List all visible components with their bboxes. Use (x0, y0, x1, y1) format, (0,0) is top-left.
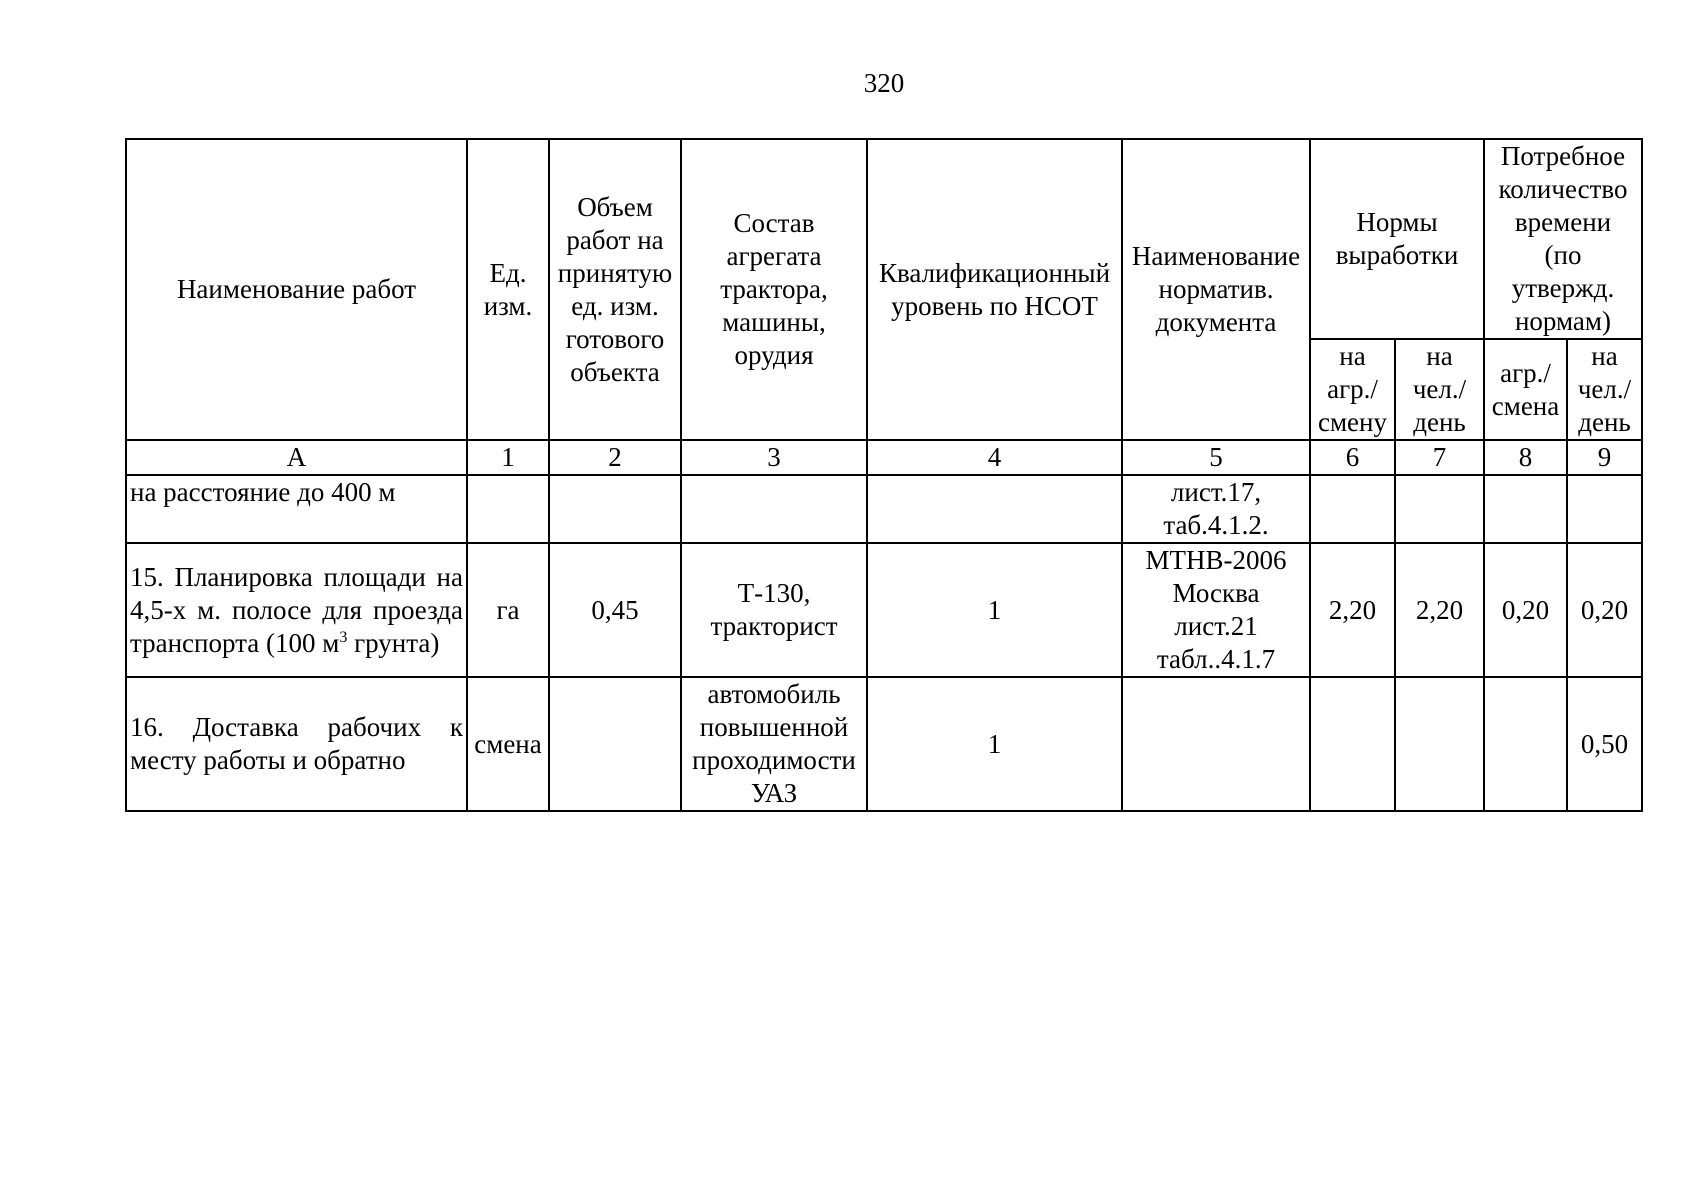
header-unit: Ед. изм. (467, 139, 549, 440)
column-index-cell: 3 (681, 440, 867, 475)
column-index-cell: 4 (867, 440, 1122, 475)
time-person-cell: 0,50 (1567, 677, 1642, 811)
norm-person-cell (1395, 677, 1484, 811)
unit-cell: га (467, 543, 549, 677)
volume-cell (549, 677, 681, 811)
composition-cell: Т-130, тракторист (681, 543, 867, 677)
column-index-row (126, 440, 1642, 475)
work-name-cell: на расстояние до 400 м (126, 475, 467, 543)
header-norm-per-person: на чел./ день (1395, 339, 1484, 440)
column-index-cell: 2 (549, 440, 681, 475)
time-aggr-cell (1484, 475, 1567, 543)
qualification-cell (867, 475, 1122, 543)
column-index-cell: А (126, 440, 467, 475)
time-person-cell: 0,20 (1567, 543, 1642, 677)
table-row (126, 677, 1642, 811)
header-volume: Объем работ на принятую ед. изм. готового объекта (549, 139, 681, 440)
doc-cell: лист.17, таб.4.1.2. (1122, 475, 1310, 543)
column-index-cell: 7 (1395, 440, 1484, 475)
unit-cell (467, 475, 549, 543)
work-norms-table (125, 138, 1643, 812)
doc-cell (1122, 677, 1310, 811)
column-index-cell: 6 (1310, 440, 1395, 475)
header-time-person: на чел./ день (1567, 339, 1642, 440)
volume-cell (549, 475, 681, 543)
time-person-cell (1567, 475, 1642, 543)
norm-person-cell (1395, 475, 1484, 543)
norm-aggr-cell: 2,20 (1310, 543, 1395, 677)
table-row (126, 475, 1642, 543)
header-work-name: Наименование работ (126, 139, 467, 440)
table-row (126, 543, 1642, 677)
header-composition: Состав агрегата трактора, машины, орудия (681, 139, 867, 440)
norm-aggr-cell (1310, 677, 1395, 811)
norm-aggr-cell (1310, 475, 1395, 543)
column-index-cell: 1 (467, 440, 549, 475)
header-output-norms: Нормы выработки (1310, 139, 1484, 339)
column-index-cell: 8 (1484, 440, 1567, 475)
doc-cell: МТНВ-2006 Москва лист.21 табл..4.1.7 (1122, 543, 1310, 677)
norm-person-cell: 2,20 (1395, 543, 1484, 677)
header-time-aggr: агр./ смена (1484, 339, 1567, 440)
qualification-cell: 1 (867, 677, 1122, 811)
header-time-required: Потребное количество времени (по утвержд. нормам) (1484, 139, 1642, 339)
work-name-cell: 15. Планировка площади на 4,5-х м. полосе для проезда транспорта (100 $м^3$ грунта) (126, 543, 467, 677)
composition-cell: автомобиль повышенной проходимости УАЗ (681, 677, 867, 811)
qualification-cell: 1 (867, 543, 1122, 677)
column-index-cell: 9 (1567, 440, 1642, 475)
time-aggr-cell: 0,20 (1484, 543, 1567, 677)
page-number: 320 (863, 68, 905, 98)
unit-cell: смена (467, 677, 549, 811)
composition-cell (681, 475, 867, 543)
column-index-cell: 5 (1122, 440, 1310, 475)
header-norm-per-aggr: на агр./ смену (1310, 339, 1395, 440)
header-normative-doc: Наименование норматив. документа (1122, 139, 1310, 440)
volume-cell: 0,45 (549, 543, 681, 677)
time-aggr-cell (1484, 677, 1567, 811)
header-qualification: Квалификационный уровень по НСОТ (867, 139, 1122, 440)
work-name-cell: 16. Доставка рабочих к месту работы и обратно (126, 677, 467, 811)
